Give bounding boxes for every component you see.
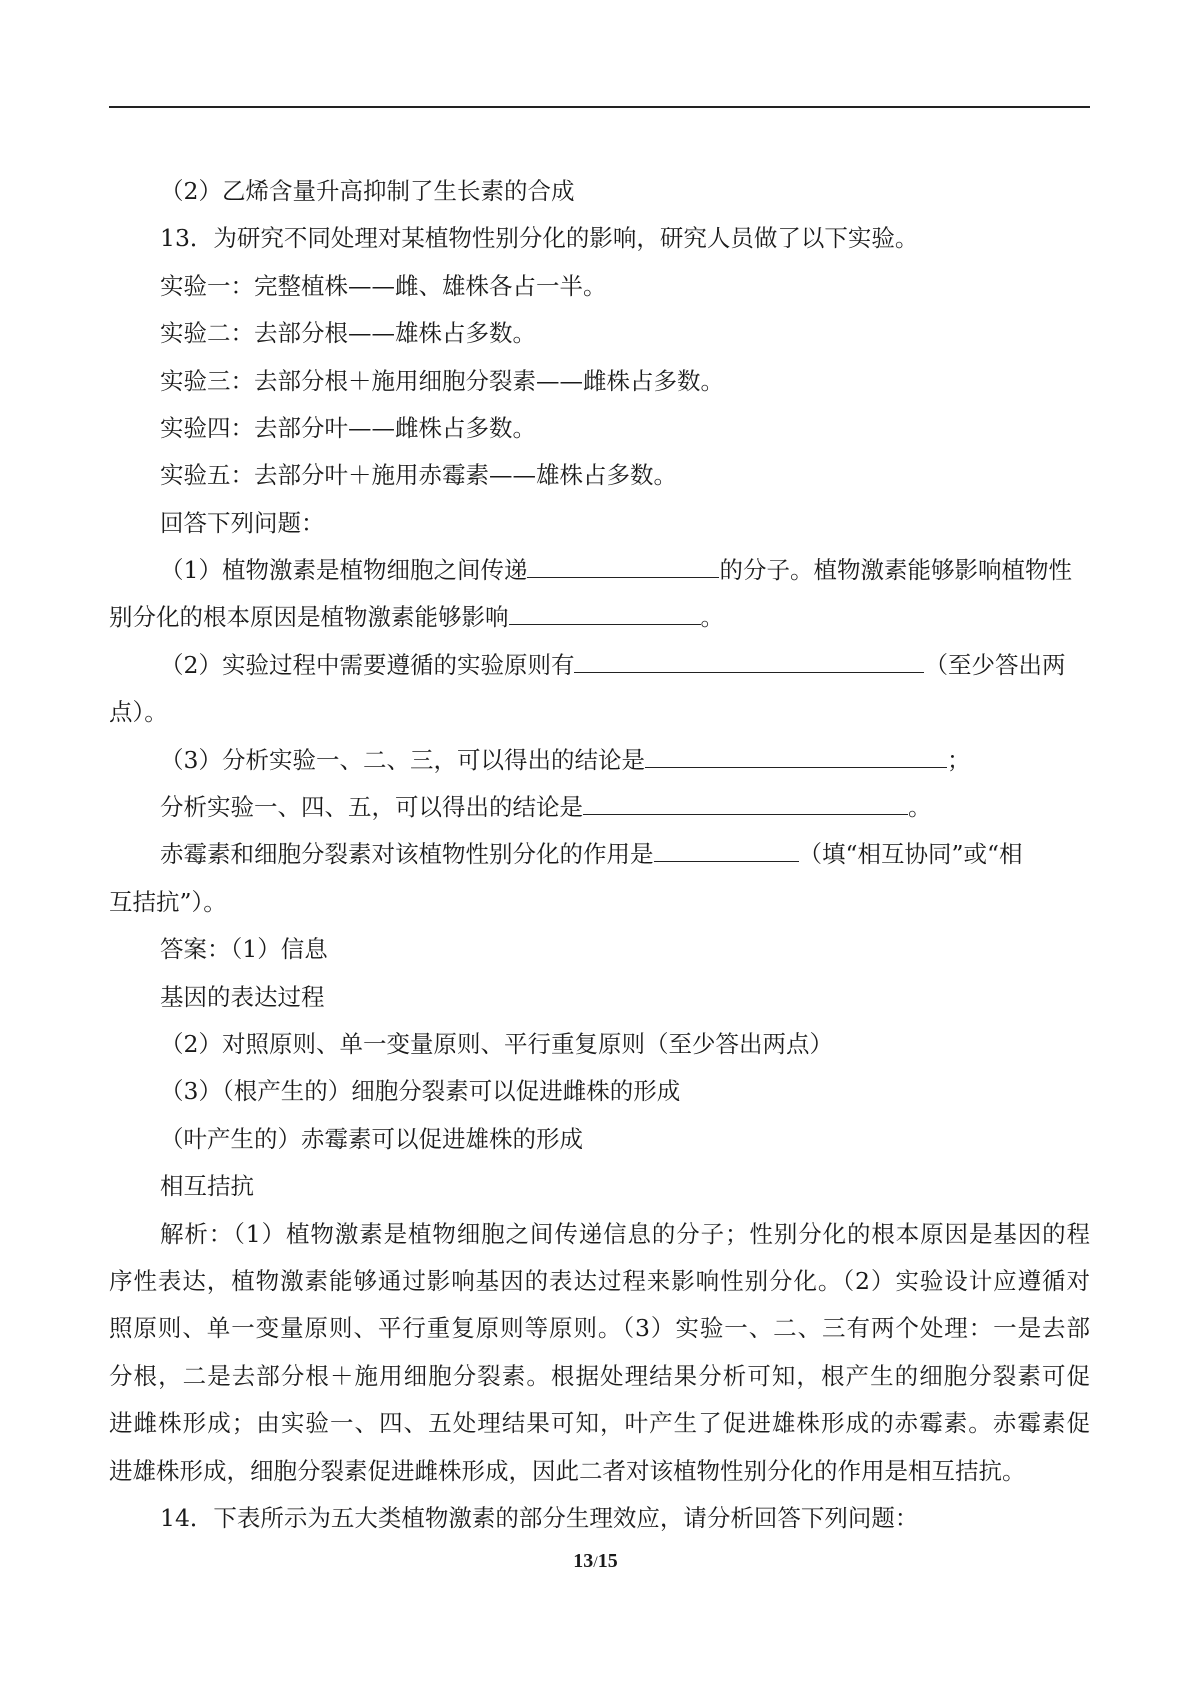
sub-question-2-line-2: 点）。 <box>109 698 168 726</box>
answer-blank-3[interactable] <box>574 650 924 673</box>
answer-line-12-2: （2）乙烯含量升高抑制了生长素的合成 <box>160 177 575 205</box>
text-segment: 。 <box>700 603 724 631</box>
answer-blank-6[interactable] <box>654 839 799 862</box>
text-segment: 分析实验一、四、五，可以得出的结论是 <box>160 793 583 821</box>
explanation-line: 分根，二是去部分根＋施用细胞分裂素。根据处理结果分析可知，根产生的细胞分裂素可促 <box>109 1362 1090 1390</box>
sub-question-3-line-4: 互拮抗”）。 <box>109 888 227 916</box>
page-total: 15 <box>597 1550 618 1572</box>
questions-prompt: 回答下列问题： <box>160 509 325 537</box>
text-segment: （填“相互协同”或“相 <box>798 840 1023 868</box>
answer-line: 相互拮抗 <box>160 1172 254 1200</box>
text-segment: 别分化的根本原因是植物激素能够影响 <box>109 603 509 631</box>
header-rule <box>109 106 1090 108</box>
sub-question-3-line-1 <box>160 745 970 775</box>
text-segment: （1）植物激素是植物细胞之间传递 <box>160 556 528 584</box>
page-number <box>0 1548 1191 1576</box>
page-current: 13 <box>573 1550 594 1572</box>
answer-blank-1[interactable] <box>527 555 719 578</box>
text-segment: 的分子。植物激素能够影响植物性 <box>719 556 1072 584</box>
answer-line: 基因的表达过程 <box>160 983 325 1011</box>
text-segment: 赤霉素和细胞分裂素对该植物性别分化的作用是 <box>160 840 654 868</box>
explanation-line: 照原则、单一变量原则、平行重复原则等原则。（3）实验一、二、三有两个处理：一是去部 <box>109 1314 1090 1342</box>
explanation-line: 进雄株形成，细胞分裂素促进雌株形成，因此二者对该植物性别分化的作用是相互拮抗。 <box>109 1457 1026 1485</box>
answer-blank-5[interactable] <box>583 792 908 815</box>
answer-blank-2[interactable] <box>509 602 701 625</box>
explanation-line: 进雌株形成；由实验一、四、五处理结果可知，叶产生了促进雄株形成的赤霉素。赤霉素促 <box>109 1409 1090 1437</box>
sub-question-2-line-1 <box>160 650 1065 680</box>
text-segment: （至少答出两 <box>924 651 1066 679</box>
sub-question-1-line-2 <box>109 602 724 632</box>
experiment-4: 实验四：去部分叶——雌株占多数。 <box>160 414 536 442</box>
explanation-line: 解析：（1）植物激素是植物细胞之间传递信息的分子；性别分化的根本原因是基因的程 <box>160 1220 1090 1248</box>
sub-question-3-line-2 <box>160 792 932 822</box>
answer-line: （叶产生的）赤霉素可以促进雄株的形成 <box>160 1125 583 1153</box>
sub-question-1-line-1 <box>160 555 1072 585</box>
experiment-5: 实验五：去部分叶＋施用赤霉素——雄株占多数。 <box>160 461 677 489</box>
text-segment: 。 <box>908 793 932 821</box>
question-14-stem: 14．下表所示为五大类植物激素的部分生理效应，请分析回答下列问题： <box>160 1504 919 1532</box>
page-separator: / <box>593 1554 598 1571</box>
answer-blank-4[interactable] <box>645 745 947 768</box>
answer-line: （3）（根产生的）细胞分裂素可以促进雌株的形成 <box>160 1077 681 1105</box>
experiment-3: 实验三：去部分根＋施用细胞分裂素——雌株占多数。 <box>160 367 724 395</box>
answer-line: （2）对照原则、单一变量原则、平行重复原则（至少答出两点） <box>160 1030 833 1058</box>
explanation-line: 序性表达，植物激素能够通过影响基因的表达过程来影响性别分化。（2）实验设计应遵循对 <box>109 1267 1090 1295</box>
experiment-1: 实验一：完整植株——雌、雄株各占一半。 <box>160 272 607 300</box>
text-segment: （3）分析实验一、二、三，可以得出的结论是 <box>160 746 645 774</box>
experiment-2: 实验二：去部分根——雄株占多数。 <box>160 319 536 347</box>
question-13-stem: 13．为研究不同处理对某植物性别分化的影响，研究人员做了以下实验。 <box>160 224 919 252</box>
text-segment: （2）实验过程中需要遵循的实验原则有 <box>160 651 575 679</box>
text-segment: ； <box>946 746 971 774</box>
answer-header: 答案：（1）信息 <box>160 935 328 963</box>
sub-question-3-line-3 <box>160 839 1023 869</box>
